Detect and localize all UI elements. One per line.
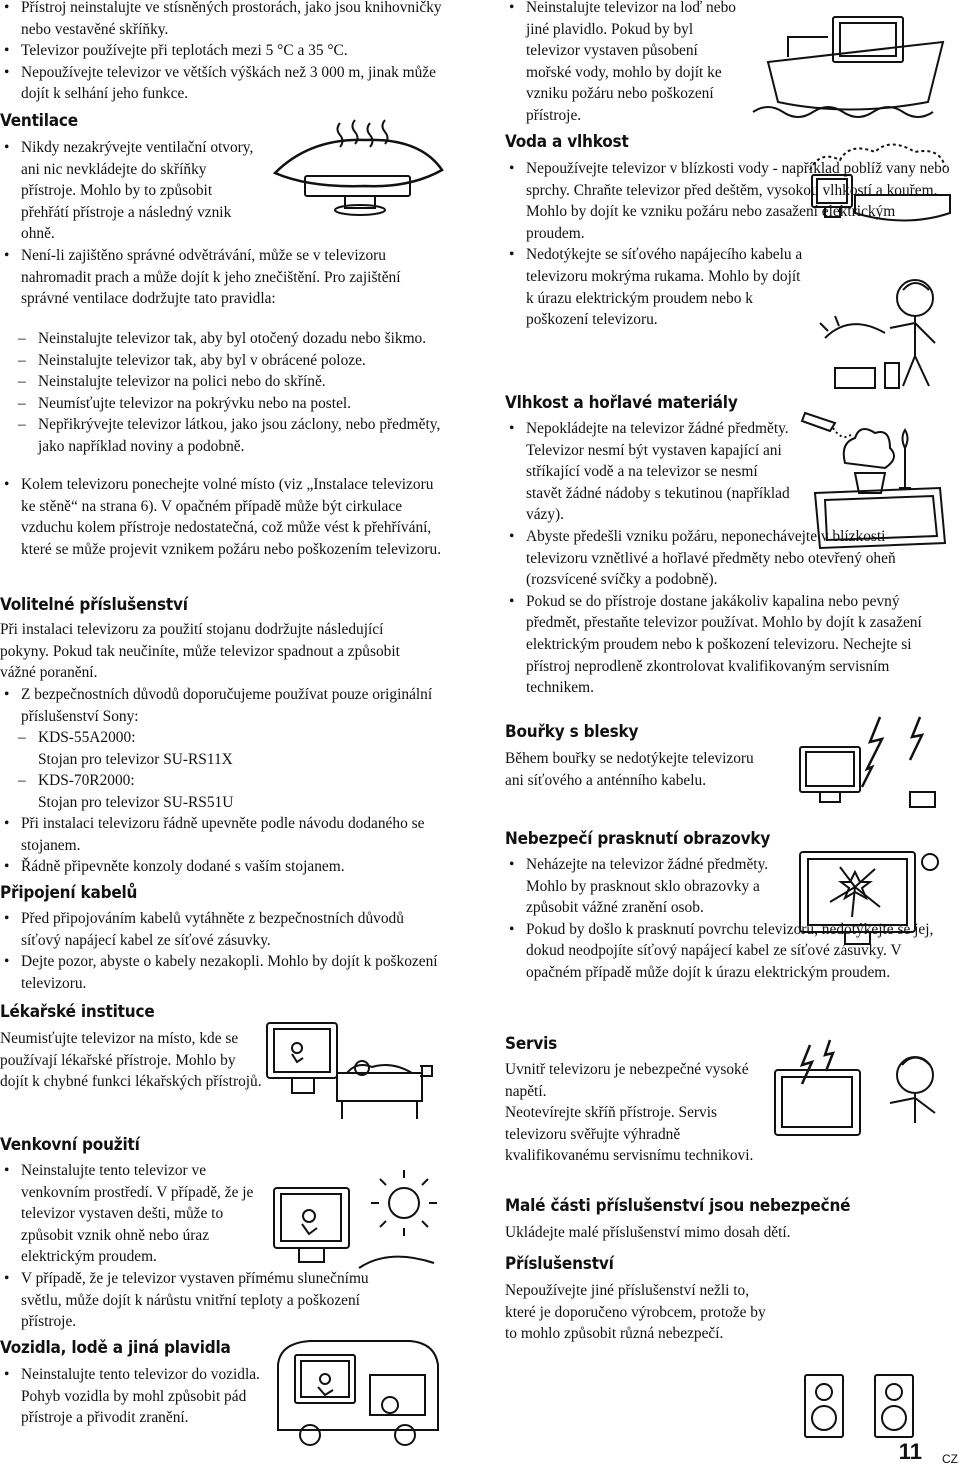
section-heading: Vozidla, lodě a jiná plavidla	[0, 1338, 231, 1358]
list-item: • Před připojováním kabelů vytáhněte z bezpečnostních důvodů síťový napájecí kabel ze síťové zásuvky.	[0, 908, 442, 951]
list-item: – Neinstalujte televizor na polici nebo do skříně.	[0, 371, 442, 393]
vozidla-list	[0, 1364, 270, 1429]
ventilation-blanket-illustration	[270, 118, 450, 220]
section-heading: Nebezpečí prasknutí obrazovky	[505, 829, 771, 849]
service-shock-illustration	[770, 1035, 955, 1145]
section-heading: Servis	[505, 1034, 558, 1054]
wet-hands-cable-illustration	[815, 268, 955, 393]
list-item: • Neinstalujte tento televizor do vozidla. Pohyb vozidla by mohl způsobit pád přístroje a přivodit zranění.	[0, 1364, 270, 1429]
list-item: • Dejte pozor, abyste o kabely nezakopli. Mohlo by dojít k poškození televizoru.	[0, 951, 442, 994]
section-heading: Volitelné příslušenství	[0, 595, 188, 615]
language-code: CZ	[942, 1452, 958, 1466]
boat-illustration	[748, 2, 953, 124]
list-item: • Pokud se do přístroje dostane jakákoliv kapalina nebo pevný předmět, přestaňte televizor používat. Mohlo by dojít k zasažení elektrickým proudem nebo k poškození televizoru. Nechejte si přístroj neprodleně zkontrolovat kvalifikovaným servisním technikem.	[505, 591, 950, 699]
list-item: • Nikdy nezakrývejte ventilační otvory, ani nic nevkládejte do skříňky přístroje. Mohlo by to způsobit přehřátí přístroje a následný vznik ohně.	[0, 137, 256, 245]
section-heading: Bouřky s blesky	[505, 722, 639, 742]
list-item: • Z bezpečnostních důvodů doporučujeme používat pouze originální příslušenství Sony:	[0, 684, 442, 727]
list-item: • Nedotýkejte se síťového napájecího kabelu a televizoru mokrýma rukama. Mohlo by dojít k úrazu elektrickým proudem nebo k poškození televizoru.	[505, 244, 806, 330]
paragraph: Nepoužívejte jiné příslušenství nežli to, které je doporučeno výrobcem, protože by to mohlo způsobit různá nebezpečí.	[505, 1282, 766, 1343]
list-item: • Nepoužívejte televizor ve větších výškách než 3 000 m, jinak může dojít k selhání jeho funkce.	[0, 62, 442, 105]
section-heading: Vlhkost a hořlavé materiály	[505, 393, 738, 413]
list-item: • Televizor používejte při teplotách mezi 5 °C a 35 °C.	[0, 40, 442, 62]
list-item: • V případě, že je televizor vystaven přímému slunečnímu světlu, může dojít k nárůstu vnitřní teploty a poškození přístroje.	[0, 1268, 411, 1333]
section-heading: Připojení kabelů	[0, 883, 138, 903]
section-heading: Voda a vlhkost	[505, 132, 629, 152]
list-item: • Není-li zajištěno správné odvětrávání, může se v televizoru nahromadit prach a může dojít k jeho znečištění. Pro zajištění správné ventilace dodržujte tato pravidla:	[0, 245, 442, 310]
volitelne-list	[0, 684, 442, 727]
speakers-illustration	[795, 1370, 925, 1442]
paragraph: Neumisťujte televizor na místo, kde se používají lékařské přístroje. Mohlo by dojít k chybné funkci lékařských přístrojů.	[0, 1030, 262, 1091]
list-item: • Přístroj neinstalujte ve stísněných prostorách, jako jsou knihovničky nebo vestavěné skříňky.	[0, 0, 442, 40]
paragraph: Během bouřky se nedotýkejte televizoru ani síťového a anténního kabelu.	[505, 750, 754, 789]
list-item: • Kolem televizoru ponechejte volné místo (viz „Instalace televizoru ke stěně“ na strana 6). V opačném případě může být cirkulace vzduchu kolem přístroje nedostatečná, což může vést k přehřívání, které se může projevit vznikem požáru nebo poškozením televizoru.	[0, 474, 442, 560]
lightning-tv-illustration	[790, 712, 955, 812]
bath-shower-illustration	[800, 140, 955, 230]
section-heading: Ventilace	[0, 111, 78, 131]
list-item: • Nepokládejte na televizor žádné předměty. Televizor nesmí být vystaven kapající ani stříkající vodě a na televizor se nesmí stavět žádné nádoby s tekutinou (například vázy).	[505, 418, 796, 526]
ventilace-list-2	[0, 474, 442, 560]
section-heading: Malé části příslušenství jsou nebezpečné	[505, 1196, 851, 1216]
list-item	[0, 770, 442, 813]
vase-candle-tv-illustration	[795, 398, 955, 558]
list-item: • Neházejte na televizor žádné předměty. Mohlo by prasknout sklo obrazovky a způsobit vážné zranění osob.	[505, 854, 791, 919]
volitelne-list-2	[0, 813, 442, 878]
paragraph: Uvnitř televizoru je nebezpečné vysoké napětí.	[505, 1061, 749, 1100]
list-item: – Neinstalujte televizor tak, aby byl v obrácené poloze.	[0, 350, 442, 372]
list-item: • Neinstalujte televizor na loď nebo jiné plavidlo. Pokud by byl televizor vystaven působení mořské vody, mohlo by dojít ke vzniku požáru nebo poškození přístroje.	[505, 0, 745, 127]
list-item: – Neumísťujte televizor na pokrývku nebo na postel.	[0, 393, 442, 415]
page-number: 11	[898, 1439, 922, 1464]
list-item: • Řádně připevněte konzoly dodané s vaším stojanem.	[0, 856, 442, 878]
stand-name: Stojan pro televizor SU-RS11X	[38, 750, 233, 768]
models-list	[0, 727, 442, 813]
paragraph: Ukládejte malé příslušenství mimo dosah dětí.	[505, 1224, 791, 1241]
outdoor-sun-illustration	[264, 1168, 444, 1278]
ventilace-dash-list	[0, 328, 442, 458]
list-item: • Abyste předešli vzniku požáru, neponechávejte v blízkosti televizoru vznětlivé a hořlavé předměty nebo otevřený oheň (rozsvícené svíčky a podobně).	[505, 526, 950, 591]
section-heading: Venkovní použití	[0, 1135, 140, 1155]
model-name: – KDS-55A2000:	[38, 729, 136, 746]
model-name: – KDS-70R2000:	[38, 772, 135, 790]
intro-list	[0, 0, 442, 105]
list-item-text: • Nepoužívejte televizor v blízkosti vody - například poblíž vany nebo sprchy. Chraňte televizor před deštěm, vysokou vlhkostí a kouřem. Mohlo by dojít ke vzniku požáru nebo zasažení elektrickým proudem.	[526, 160, 950, 242]
list-item: – Nepřikrývejte televizor látkou, jako jsou záclony, nebo předměty, jako například noviny a podobně.	[0, 414, 442, 457]
paragraph: Při instalaci televizoru za použití stojanu dodržujte následující pokyny. Pokud tak neučiníte, může televizor spadnout a způsobit vážné poranění.	[0, 621, 400, 682]
broken-screen-illustration	[795, 842, 945, 957]
medical-bed-illustration	[262, 1018, 442, 1128]
stand-name: Stojan pro televizor SU-RS51U	[38, 793, 234, 811]
list-item: – Neinstalujte televizor tak, aby byl otočený dozadu nebo šikmo.	[0, 328, 442, 350]
paragraph: Neotevírejte skříň přístroje. Servis televizoru svěřujte výhradně kvalifikovanému servisnímu technikovi.	[505, 1104, 754, 1165]
lod-list	[505, 0, 745, 127]
list-item: • Neinstalujte tento televizor ve venkovním prostředí. V případě, že je televizor vystaven dešti, může to způsobit vznik ohně nebo úraz elektrickým proudem.	[0, 1160, 266, 1268]
pripojeni-list	[0, 908, 442, 994]
section-heading: Lékařské instituce	[0, 1002, 155, 1022]
list-item: • Při instalaci televizoru řádně upevněte podle návodu dodaného se stojanem.	[0, 813, 442, 856]
section-heading: Příslušenství	[505, 1254, 614, 1274]
list-item	[0, 727, 442, 770]
vehicle-illustration	[270, 1335, 445, 1447]
list-item: • Pokud by došlo k prasknutí povrchu televizoru, nedotýkejte se jej, dokud neodpojíte síťový napájecí kabel ze síťové zásuvky. V opačném případě může dojít k úrazu elektrickým proudem.	[505, 919, 950, 984]
